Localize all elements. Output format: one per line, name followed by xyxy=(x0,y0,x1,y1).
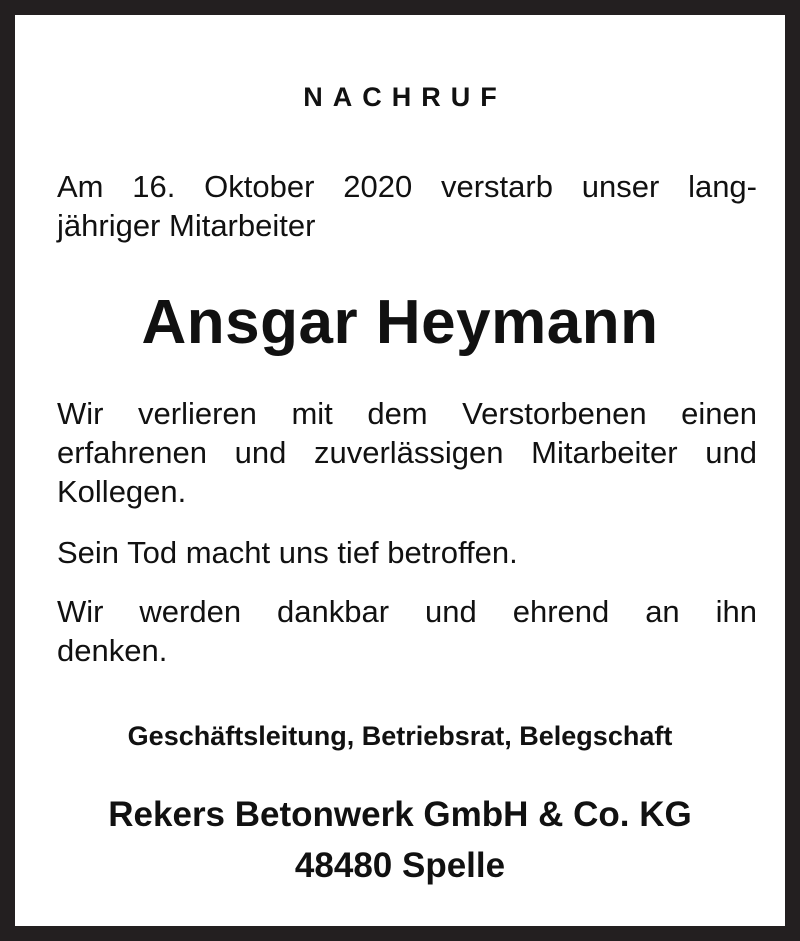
paragraph-remembrance-line-2: denken. xyxy=(57,633,168,668)
signatories: Geschäftsleitung, Betriebsrat, Belegschaft xyxy=(127,721,673,751)
intro-text-line-2: jähriger Mitarbeiter xyxy=(57,208,316,243)
deceased-name: Ansgar Heymann xyxy=(141,288,659,357)
notice-heading: NACHRUF xyxy=(303,82,507,112)
paragraph-loss-line-1: Wir verlieren mit dem Verstorbenen einen xyxy=(57,396,757,431)
company-name: Rekers Betonwerk GmbH & Co. KG xyxy=(108,795,692,834)
paragraph-loss-line-2: erfahrenen und zuverlässigen Mitarbeiter und xyxy=(57,435,757,470)
company-location: 48480 Spelle xyxy=(294,846,506,885)
paragraph-grief: Sein Tod macht uns tief betroffen. xyxy=(57,535,518,570)
intro-text-line-1: Am 16. Oktober 2020 verstarb unser lang- xyxy=(57,169,757,204)
paragraph-loss-line-3: Kollegen. xyxy=(57,474,187,509)
paragraph-remembrance-line-1: Wir werden dankbar und ehrend an ihn xyxy=(57,594,757,629)
